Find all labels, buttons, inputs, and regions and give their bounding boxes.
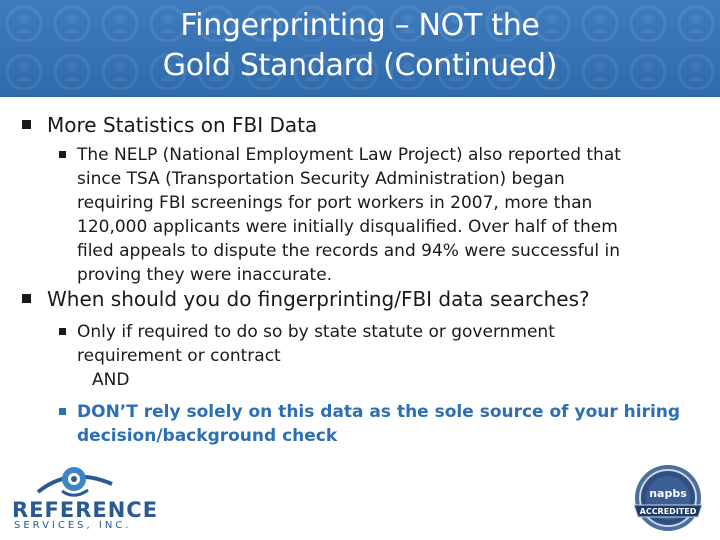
bullet-text: More Statistics on FBI Data (47, 113, 318, 137)
title-line-2: Gold Standard (Continued) (162, 48, 558, 83)
text-line: proving they were inaccurate. (77, 265, 333, 285)
eye-logo-icon (8, 462, 148, 502)
text-line: decision/background check (77, 426, 338, 446)
text-line: 120,000 applicants were initially disqualified. Over half of them (77, 217, 618, 237)
reference-services-logo (8, 462, 159, 532)
text-line: since TSA (Transportation Security Administration) began (77, 169, 565, 189)
text-line: requiring FBI screenings for port workers in 2007, more than (77, 193, 593, 213)
bullet-text: When should you do fingerprinting/FBI data searches? (47, 287, 590, 311)
logo-name: REFERENCE (12, 498, 159, 522)
square-bullet-icon (22, 120, 31, 129)
sub-bullet-text (77, 400, 680, 448)
square-bullet-icon (59, 151, 66, 158)
square-bullet-icon (59, 408, 66, 415)
square-bullet-icon (59, 328, 66, 335)
and-line: AND (92, 370, 130, 390)
badge-ribbon-text: ACCREDITED (639, 507, 697, 516)
sub-bullet-text (77, 143, 621, 287)
text-line: Only if required to do so by state statute or government (77, 322, 555, 342)
square-bullet-icon (22, 294, 31, 303)
title-line-1: Fingerprinting – NOT the (180, 8, 540, 43)
text-line: DON’T rely solely on this data as the sole source of your hiring (77, 402, 681, 422)
text-line: The NELP (National Employment Law Project) also reported that (77, 145, 621, 165)
text-line: requirement or contract (77, 346, 281, 366)
text-line: filed appeals to dispute the records and 94% were successful in (77, 241, 621, 261)
badge-top-text: napbs (649, 487, 687, 500)
logo-subtitle: SERVICES, INC. (14, 520, 132, 531)
sub-bullet-text (77, 320, 555, 392)
napbs-accredited-badge (628, 461, 708, 537)
